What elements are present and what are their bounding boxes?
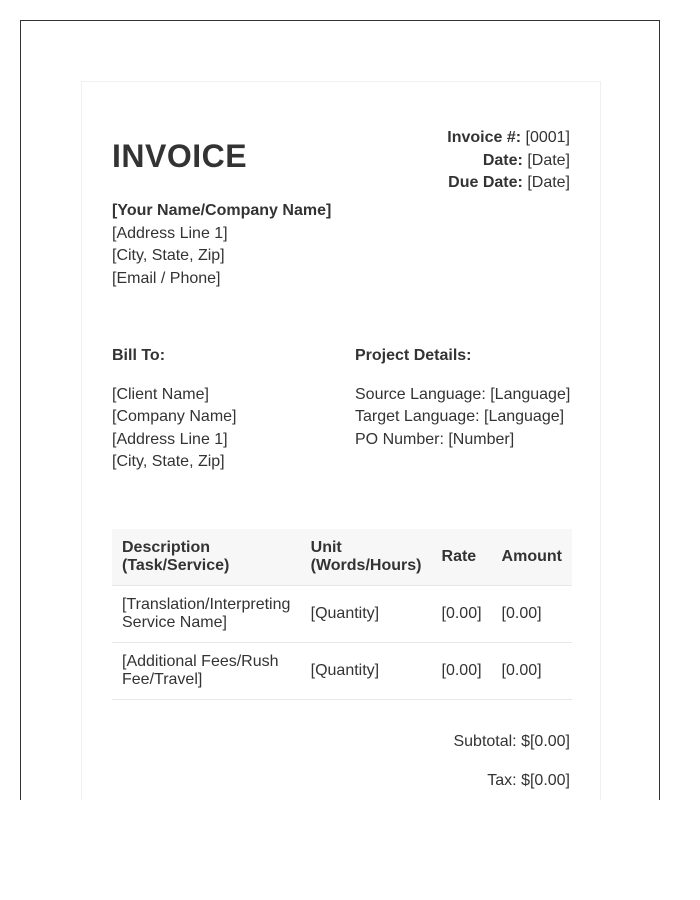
row-amount: [0.00] (492, 586, 572, 643)
project-details-block (355, 345, 570, 451)
table-row (112, 643, 572, 700)
row-unit: [Quantity] (301, 586, 432, 643)
tax: Tax: $[0.00] (487, 772, 570, 789)
sender-contact: [Email / Phone] (112, 269, 221, 287)
totals-block (453, 732, 570, 800)
row-description: [Additional Fees/Rush Fee/Travel] (112, 643, 301, 700)
row-amount: [0.00] (492, 643, 572, 700)
bill-to-block (112, 345, 237, 474)
invoice-page (81, 81, 601, 800)
row-rate: [0.00] (432, 643, 492, 700)
sender-block (112, 200, 331, 290)
document-viewport (20, 20, 660, 800)
client-name: [Client Name] (112, 385, 209, 403)
due-date-label: Due Date: (448, 174, 523, 191)
due-date-value: [Date] (527, 174, 570, 191)
invoice-number-value: [0001] (525, 129, 570, 146)
sender-city-state-zip: [City, State, Zip] (112, 247, 225, 264)
invoice-number-label: Invoice #: (447, 129, 522, 146)
client-city-state-zip: [City, State, Zip] (112, 453, 225, 470)
invoice-date-label: Date: (482, 151, 523, 169)
source-language: Source Language: [Language] (355, 385, 571, 403)
table-row (112, 586, 572, 643)
project-details-heading: Project Details: (355, 347, 472, 364)
invoice-date-value: [Date] (527, 151, 570, 169)
po-number: PO Number: [Number] (355, 430, 515, 448)
invoice-date-row (447, 150, 570, 173)
row-unit: [Quantity] (301, 643, 432, 700)
line-items-table (112, 529, 572, 700)
row-rate: [0.00] (432, 586, 492, 643)
subtotal: Subtotal: $[0.00] (453, 733, 570, 750)
column-header-rate: Rate (432, 529, 492, 586)
bill-to-heading: Bill To: (112, 347, 166, 364)
table-header-row (112, 529, 572, 586)
column-header-unit: Unit (Words/Hours) (301, 529, 432, 586)
sender-address-line-1: [Address Line 1] (112, 224, 228, 242)
invoice-number-row (447, 127, 570, 150)
due-date-row (447, 172, 570, 195)
client-company: [Company Name] (112, 408, 237, 425)
target-language: Target Language: [Language] (355, 408, 565, 425)
row-description: [Translation/Interpreting Service Name] (112, 586, 301, 643)
client-address-line-1: [Address Line 1] (112, 430, 228, 448)
invoice-title: INVOICE (112, 138, 248, 174)
sender-name: [Your Name/Company Name] (112, 202, 332, 219)
column-header-amount: Amount (492, 529, 572, 586)
column-header-description: Description (Task/Service) (112, 529, 301, 586)
invoice-meta (447, 127, 570, 195)
